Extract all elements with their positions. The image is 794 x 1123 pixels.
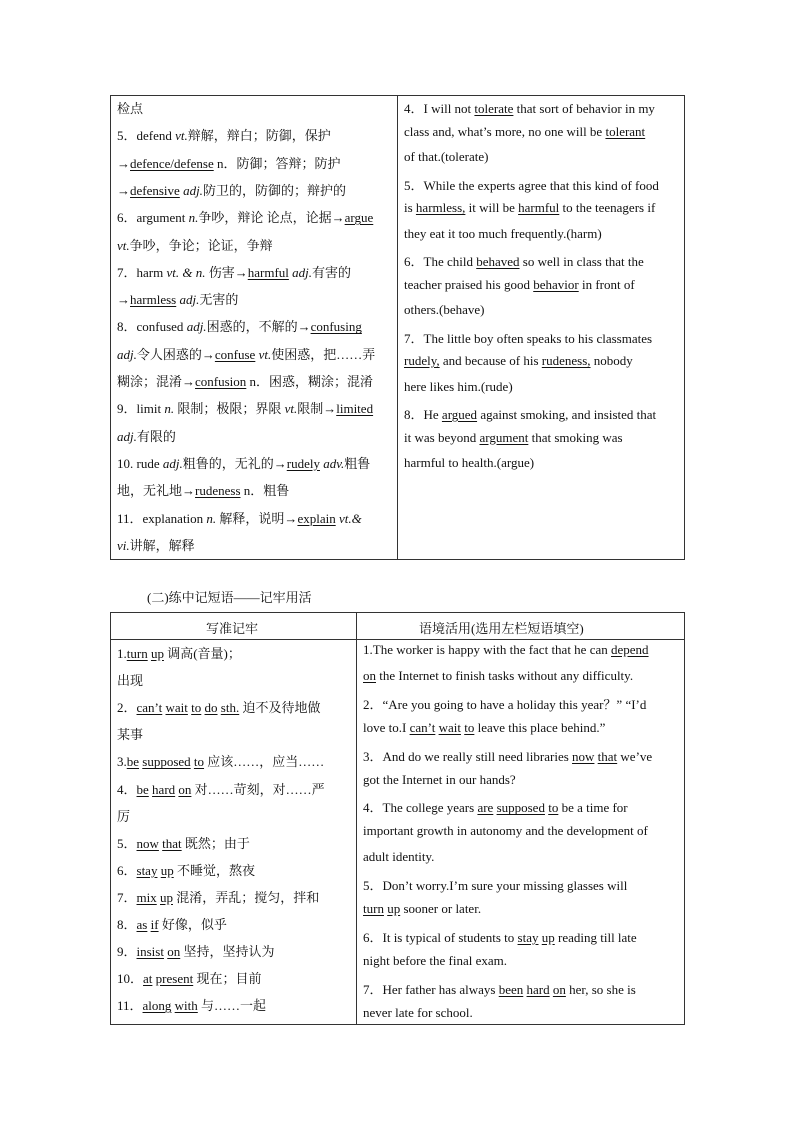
text-segment: 与……一起 [197, 998, 267, 1014]
exercise-line [363, 668, 633, 684]
phrase-line [117, 941, 275, 960]
text-segment: 7．harm [117, 264, 167, 280]
text-segment: adj. [117, 346, 137, 362]
exercise-line [363, 849, 434, 865]
text-segment: 7．The little boy often speaks to his classmates [404, 330, 653, 346]
text-segment: 争吵，争论；论证，争辩 [129, 237, 273, 253]
exercise-line [404, 302, 485, 318]
text-segment: 3．And do we really still need libraries [363, 748, 573, 764]
text-segment: adj. [176, 292, 200, 308]
exercise-line [363, 901, 481, 917]
answer-blank: present [155, 971, 194, 987]
text-segment: 某事 [117, 727, 144, 743]
vocab-table-1-right-cell [398, 96, 684, 559]
exercise-line [363, 720, 605, 736]
text-segment: 调高(音量)； [163, 646, 241, 661]
text-segment: 解释，说明→ [216, 510, 298, 526]
answer-blank: confusing [310, 319, 362, 335]
text-segment: 限制；极限；界限 [174, 401, 285, 417]
text-segment: 检点 [117, 101, 144, 116]
exercise-line [404, 430, 623, 446]
text-segment: her, so she is [565, 981, 636, 997]
text-segment: that smoking was [528, 429, 623, 445]
exercise-line [363, 927, 637, 946]
answer-blank: wait [165, 700, 188, 716]
phrase-table-2-right-cell [357, 640, 684, 1024]
answer-blank: can’t [136, 700, 163, 716]
text-segment: never late for school. [363, 1004, 473, 1020]
phrase-line [117, 779, 325, 798]
exercise-line [404, 277, 635, 293]
text-segment: is [404, 200, 416, 215]
text-segment: 对……苛刻，对……严 [191, 781, 325, 797]
answer-blank: sth. [220, 700, 240, 716]
text-segment: vi. [117, 537, 130, 553]
text-segment: important growth in autonomy and the development of [363, 823, 648, 839]
answer-blank: can’t [409, 719, 436, 735]
text-segment: to the teenagers if [559, 200, 656, 215]
answer-blank: do [204, 700, 218, 716]
exercise-line [404, 353, 633, 369]
phrase-line [117, 914, 227, 933]
text-segment: that sort of behavior in my [513, 101, 655, 116]
answer-blank: up [160, 862, 174, 878]
phrase-line [117, 697, 320, 716]
text-segment: 4．I will not [404, 101, 475, 116]
vocab-line [117, 207, 373, 226]
answer-blank: tolerate [474, 101, 514, 116]
text-segment: vt. [255, 346, 272, 362]
exercise-line [404, 175, 659, 194]
vocab-line [117, 125, 331, 144]
answer-blank: rudeness, [541, 353, 591, 368]
answer-blank: turn [126, 646, 148, 661]
text-segment: 争吵，辩论 论点，论据→ [198, 210, 345, 226]
exercise-line [363, 694, 646, 713]
exercise-line [404, 328, 652, 347]
text-segment: 10. rude [117, 455, 163, 471]
vocab-line [117, 235, 273, 254]
text-segment: 1.The worker is happy with the fact that he can [363, 642, 611, 657]
answer-blank: to [191, 700, 202, 716]
text-segment: we’ve [617, 748, 653, 764]
exercise-line [363, 979, 636, 998]
answer-blank: on [552, 981, 566, 997]
text-segment: 7． [117, 889, 137, 905]
text-segment: nobody [590, 353, 633, 368]
text-segment: n. [164, 401, 175, 417]
text-segment: adj. [288, 264, 313, 280]
text-segment: 有害的 [312, 264, 352, 280]
text-segment: harmful to health.(argue) [404, 455, 535, 470]
answer-blank: stay [517, 929, 539, 945]
text-segment: 3. [117, 754, 127, 770]
answer-blank: harmless [130, 292, 177, 308]
text-segment: 不睡觉，熬夜 [173, 862, 255, 878]
text-segment: leave this place behind.” [474, 719, 606, 735]
phrase-table-2-left-cell [111, 640, 356, 1024]
text-segment: adj. [179, 182, 203, 198]
text-segment: 6．It is typical of students to [363, 929, 518, 945]
vocab-line [117, 289, 238, 308]
answer-blank: up [387, 901, 401, 916]
exercise-line [404, 251, 644, 270]
text-segment: 7．Her father has always [363, 981, 499, 997]
phrase-line [117, 833, 250, 852]
text-segment: 粗鲁 [344, 455, 371, 471]
answer-blank: defensive [130, 182, 180, 198]
text-segment: 辩解，辩白；防御，保护 [187, 128, 331, 144]
text-segment: n．防御；答辩；防护 [213, 155, 341, 171]
text-segment: adj. [186, 319, 207, 335]
text-segment: vt. [117, 237, 130, 253]
answer-blank: if [150, 917, 159, 932]
text-segment: 应该……，应当…… [204, 754, 325, 770]
text-segment: 8． [117, 917, 137, 932]
text-segment: be a time for [558, 800, 628, 816]
answer-blank: been [498, 981, 524, 997]
text-segment: class and, what’s more, no one will be [404, 123, 606, 139]
text-segment: 现在；目前 [193, 971, 262, 987]
text-segment: 4．The college years [363, 800, 478, 816]
answer-blank: be [126, 754, 140, 770]
answer-blank: as [136, 917, 148, 932]
text-segment: 5．Don’t worry.I’m sure your missing glasses will [363, 878, 628, 894]
exercise-line [363, 642, 649, 658]
answer-blank: tolerant [605, 123, 646, 139]
answer-blank: that [597, 748, 618, 764]
answer-blank: along [142, 998, 172, 1014]
text-segment: 地，无礼地→ [117, 483, 196, 499]
answer-blank: turn [363, 901, 384, 916]
text-segment: they eat it too much frequently.(harm) [404, 225, 602, 241]
vocab-line [117, 98, 143, 117]
answer-blank: rudeness [195, 483, 241, 499]
text-segment: against smoking, and insisted that [477, 407, 657, 422]
answer-blank: insist [136, 944, 164, 960]
text-segment: 10． [117, 971, 144, 987]
answer-blank: stay [136, 862, 158, 878]
phrase-line [117, 643, 241, 662]
vocab-line [117, 153, 341, 172]
exercise-line [404, 98, 655, 117]
vocab-line [117, 453, 370, 472]
text-segment: n. [206, 510, 217, 526]
answer-blank: to [464, 719, 475, 735]
vocab-line [117, 371, 373, 390]
vocab-line [117, 535, 195, 554]
text-segment: so well in class that the [519, 254, 644, 269]
answer-blank: up [150, 646, 164, 661]
answer-blank: on [167, 944, 181, 960]
exercise-line [404, 226, 602, 242]
answer-blank: behavior [533, 276, 579, 292]
answer-blank: wait [438, 719, 461, 735]
text-segment: the Internet to finish tasks without any difficulty. [376, 667, 634, 683]
text-segment: adv. [319, 455, 345, 471]
answer-blank: harmful [518, 200, 560, 215]
answer-blank: mix [136, 889, 157, 905]
text-segment: 坚持，坚持认为 [180, 944, 275, 960]
text-segment: 既然；由于 [181, 835, 250, 851]
text-segment: 无害的 [199, 292, 239, 308]
text-segment: of that.(tolerate) [404, 149, 489, 164]
answer-blank: now [136, 835, 159, 851]
phrase-line [117, 751, 324, 770]
text-segment: 迫不及待地做 [239, 700, 321, 716]
answer-blank: defence/defense [130, 155, 214, 171]
text-segment: 糊涂；混淆→ [117, 374, 196, 389]
text-segment: vt. & n. [166, 264, 206, 280]
text-segment: 11． [117, 998, 143, 1014]
answer-blank: explain [297, 510, 336, 526]
text-segment: 2．“Are you going to have a holiday this year？” “I’d [363, 696, 647, 712]
answer-blank: are [477, 800, 494, 816]
text-segment: 防卫的，防御的；辩护的 [202, 182, 346, 198]
text-segment: 令人困惑的→ [136, 346, 215, 362]
text-segment: others.(behave) [404, 302, 485, 317]
text-segment: 出现 [117, 673, 144, 689]
text-segment: 9．limit [117, 401, 165, 417]
answer-blank: depend [611, 642, 649, 657]
answer-blank: confuse [214, 346, 256, 362]
text-segment: 5． [117, 835, 137, 851]
text-segment: it will be [465, 200, 519, 215]
vocab-line [117, 508, 362, 527]
answer-blank: rudely [286, 455, 320, 471]
exercise-line [404, 404, 656, 423]
exercise-line [404, 124, 645, 140]
text-segment: n．粗鲁 [240, 483, 290, 499]
phrase-table-2-header-left: 写准记牢 [206, 621, 259, 636]
text-segment: 混淆，弄乱；搅匀，拌和 [173, 889, 320, 905]
vocab-table-1-left-cell [111, 96, 397, 559]
text-segment: → [117, 292, 130, 308]
phrase-line [117, 670, 143, 689]
text-segment: 5．defend [117, 128, 176, 144]
answer-blank: harmless, [415, 200, 466, 215]
text-segment: adj. [117, 428, 137, 444]
text-segment: got the Internet in our hands? [363, 771, 516, 787]
text-segment: 8．He [404, 407, 442, 422]
phrase-line [117, 887, 319, 906]
text-segment: 有限的 [136, 428, 176, 444]
vocab-line [117, 398, 373, 417]
exercise-line [363, 797, 628, 816]
vocab-line [117, 344, 375, 363]
answer-blank: supposed [496, 800, 545, 816]
exercise-line [363, 875, 627, 894]
vocab-line [117, 316, 362, 335]
answer-blank: harmful [247, 264, 289, 280]
answer-blank: that [162, 835, 182, 851]
text-segment: 粗鲁的，无礼的→ [182, 455, 287, 471]
text-segment: 使困惑，把……弄 [271, 346, 376, 362]
text-segment: 11．explanation [117, 510, 207, 526]
vocab-table-1 [110, 95, 685, 560]
exercise-line [363, 772, 516, 788]
phrase-table-2 [110, 612, 685, 1025]
exercise-line [404, 200, 655, 216]
text-segment: vt. [175, 128, 188, 144]
text-segment: 4． [117, 781, 137, 797]
phrase-line [117, 806, 130, 825]
text-segment: 困惑的，不解的→ [206, 319, 311, 335]
text-segment: love to.I [363, 719, 410, 735]
answer-blank: confusion [195, 374, 247, 389]
answer-blank: on [363, 667, 376, 683]
answer-blank: now [572, 748, 595, 764]
text-segment: 厉 [117, 808, 131, 824]
phrase-table-2-header-right: 语境活用(选用左栏短语填空) [419, 621, 584, 636]
answer-blank: on [178, 781, 192, 797]
section-caption: (二)练中记短语——记牢用活 [147, 590, 312, 605]
text-segment: 2． [117, 700, 137, 716]
phrase-line [117, 995, 266, 1014]
text-segment: 6．argument [117, 210, 189, 226]
vocab-line [117, 426, 176, 445]
text-segment: in front of [578, 276, 635, 292]
exercise-line [404, 379, 513, 395]
text-segment: adult identity. [363, 849, 435, 865]
text-segment: 9． [117, 944, 137, 960]
text-segment: vt. [284, 401, 298, 417]
answer-blank: to [548, 800, 559, 816]
answer-blank: up [541, 929, 555, 945]
text-segment: reading till late [554, 929, 637, 945]
text-segment: 限制→ [297, 401, 337, 417]
text-segment: night before the final exam. [363, 952, 508, 968]
text-segment: → [117, 182, 130, 198]
exercise-line [363, 823, 648, 839]
vocab-line [117, 480, 289, 499]
answer-blank: be [136, 781, 149, 797]
vocab-line [117, 262, 351, 281]
answer-blank: to [193, 754, 205, 770]
text-segment: 讲解，解释 [129, 537, 195, 553]
text-segment: vt.& [335, 510, 362, 526]
answer-blank: limited [336, 401, 374, 417]
exercise-line [363, 953, 507, 969]
answer-blank: argument [479, 429, 529, 445]
answer-blank: argue [344, 210, 374, 226]
answer-blank: with [174, 998, 198, 1014]
text-segment: 6．The child [404, 254, 477, 269]
text-segment: 好像，似乎 [158, 917, 227, 932]
answer-blank: rudely, [404, 353, 440, 368]
exercise-line [363, 746, 652, 765]
text-segment: 伤害→ [205, 264, 248, 280]
exercise-line [363, 1005, 473, 1021]
answer-blank: hard [526, 981, 550, 997]
answer-blank: hard [152, 781, 176, 797]
exercise-line [404, 149, 488, 165]
exercise-line [404, 455, 534, 471]
text-segment: n. [188, 210, 199, 226]
text-segment: n．困惑，糊涂；混淆 [246, 374, 374, 389]
text-segment: 6． [117, 862, 137, 878]
text-segment: adj. [162, 455, 183, 471]
answer-blank: supposed [142, 754, 191, 770]
text-segment: here likes him.(rude) [404, 378, 513, 394]
phrase-line [117, 860, 255, 879]
phrase-line [117, 968, 261, 987]
text-segment: teacher praised his good [404, 276, 534, 292]
text-segment: and because of his [439, 353, 542, 368]
answer-blank: at [143, 971, 153, 987]
answer-blank: up [160, 889, 173, 905]
text-segment: 1. [117, 646, 127, 661]
vocab-line [117, 180, 346, 199]
text-segment: 8．confused [117, 319, 187, 335]
text-segment: → [117, 155, 130, 171]
text-segment: 5．While the experts agree that this kind of food [404, 177, 659, 193]
phrase-line [117, 724, 143, 743]
answer-blank: behaved [476, 254, 520, 269]
text-segment: it was beyond [404, 429, 480, 445]
answer-blank: argued [441, 407, 478, 422]
text-segment: sooner or later. [400, 901, 482, 916]
